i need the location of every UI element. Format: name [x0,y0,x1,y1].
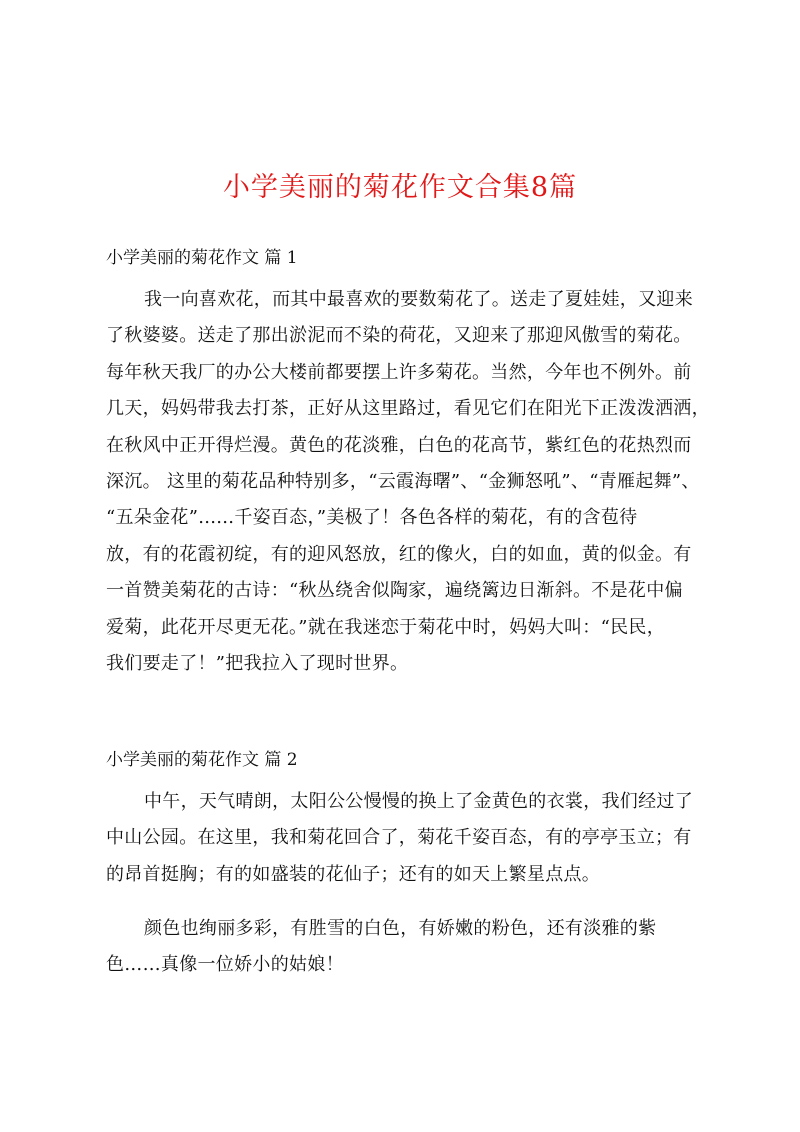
paragraph-line: 中午，天气晴朗，太阳公公慢慢的换上了金黄色的衣裳，我们经过了 [144,791,693,812]
paragraph-line: 我们要走了！”把我拉入了现时世界。 [106,653,409,675]
paragraph-line: 深沉。 这里的菊花品种特别多，“云霞海曙”、“金狮怒吼”、“青雁起舞”、 [106,471,700,493]
document-title: 小学美丽的菊花作文合集8篇 [222,172,578,203]
section-heading-1: 小学美丽的菊花作文 篇 1 [106,248,298,268]
paragraph-line: 了秋婆婆。送走了那出淤泥而不染的荷花，又迎来了那迎风傲雪的菊花。 [106,325,692,347]
paragraph-1 [106,282,710,682]
paragraph-line: 在秋风中正开得烂漫。黄色的花淡雅，白色的花高节，紫红色的花热烈而 [106,434,692,456]
paragraph-2 [106,784,698,893]
paragraph-line: 爱菊，此花开尽更无花。”就在我迷恋于菊花中时，妈妈大叫：“民民， [106,616,666,638]
paragraph-3 [106,911,698,984]
paragraph-line: 一首赞美菊花的古诗：“秋丛绕舍似陶家，遍绕篱边日渐斜。不是花中偏 [106,580,683,602]
paragraph-line: 几天，妈妈带我去打茶，正好从这里路过，看见它们在阳光下正泼泼洒洒， [106,398,710,420]
paragraph-line: 放，有的花霞初绽，有的迎风怒放，红的像火，白的如血，黄的似金。有 [106,543,692,565]
paragraph-line: 色……真像一位娇小的姑娘！ [106,954,344,976]
paragraph-line: “五朵金花”......千姿百态，”美极了！各色各样的菊花，有的含苞待 [106,507,638,529]
paragraph-line: 中山公园。在这里，我和菊花回合了，菊花千姿百态，有的亭亭玉立；有 [106,827,692,849]
paragraph-line: 每年秋天我厂的办公大楼前都要摆上许多菊花。当然，今年也不例外。前 [106,361,692,383]
paragraph-line: 的昂首挺胸；有的如盛装的花仙子；还有的如天上繁星点点。 [106,863,601,885]
paragraph-line: 我一向喜欢花，而其中最喜欢的要数菊花了。送走了夏娃娃，又迎来 [144,289,693,310]
section-heading-2: 小学美丽的菊花作文 篇 2 [106,750,298,770]
paragraph-line: 颜色也绚丽多彩，有胜雪的白色，有娇嫩的粉色，还有淡雅的紫 [144,918,657,939]
